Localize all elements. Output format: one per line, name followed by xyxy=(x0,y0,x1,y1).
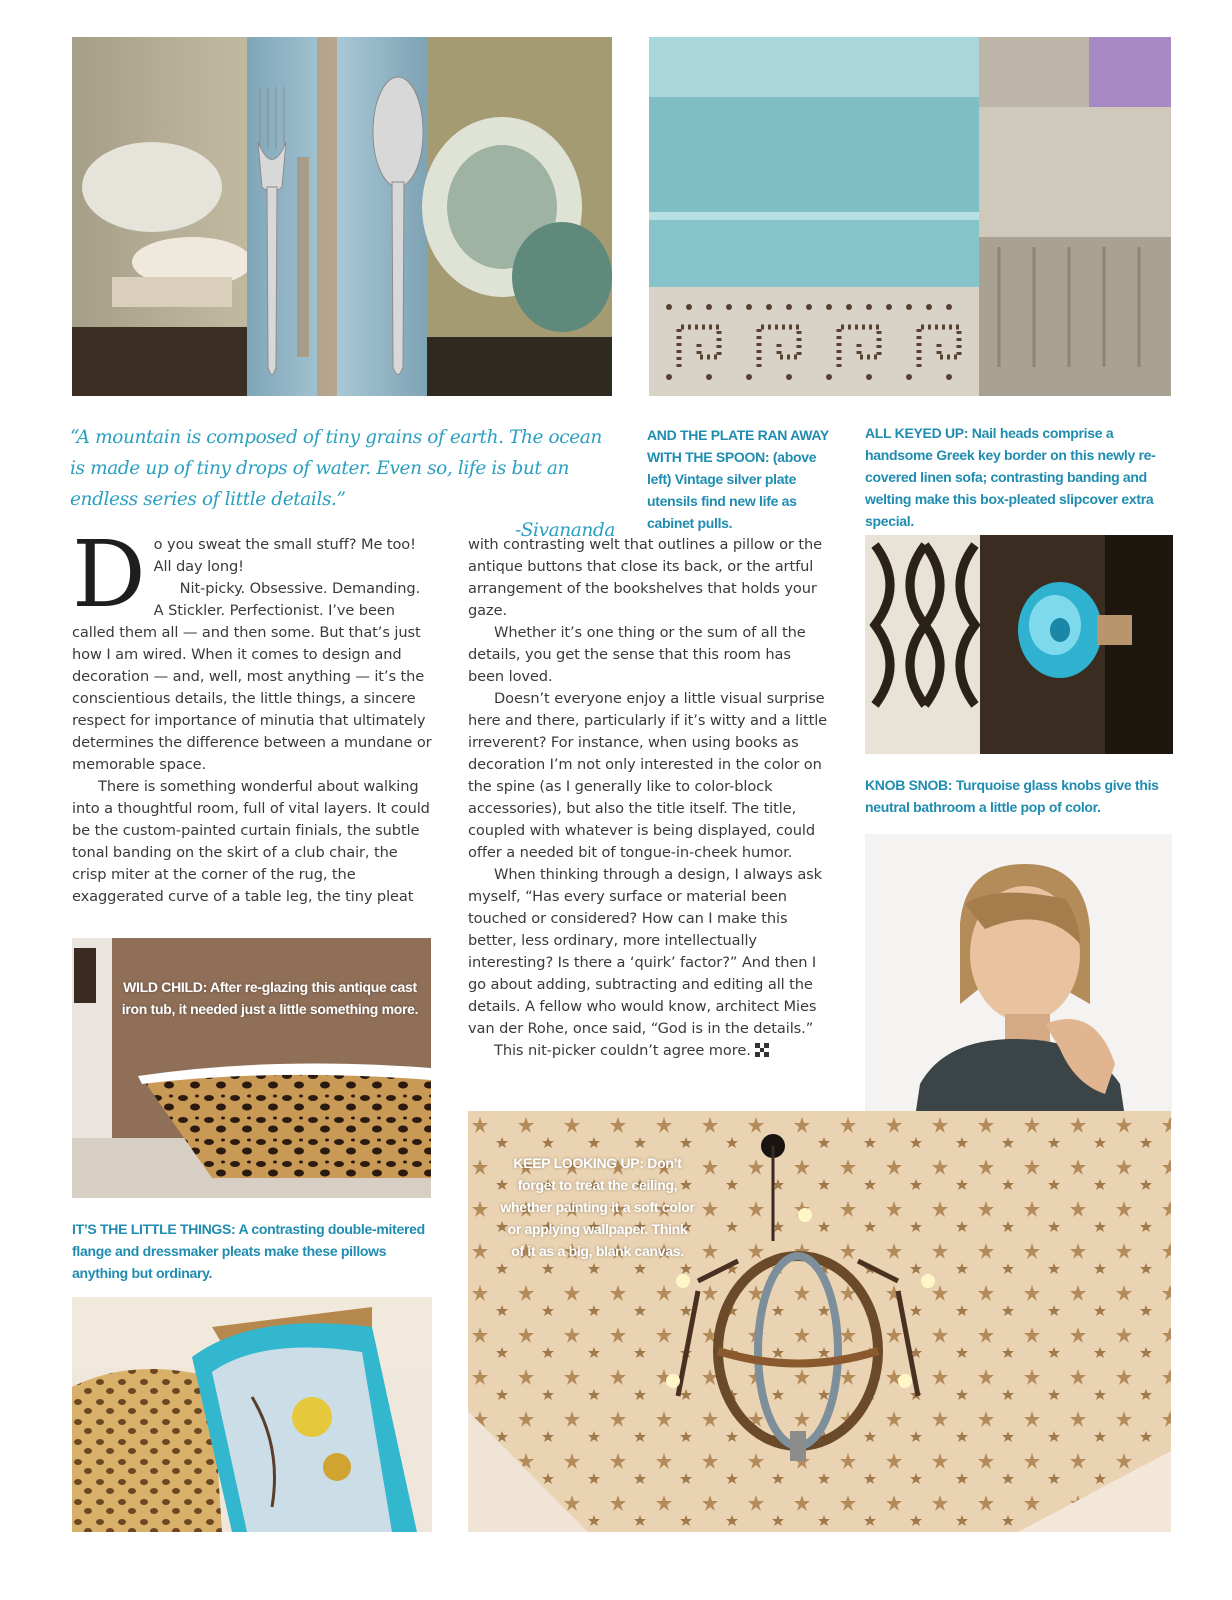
photo-turquoise-knob xyxy=(865,535,1173,754)
caption-keyed-text: Nail heads comprise a handsome Greek key border on this newly re-covered linen sofa; contrasting banding and welting make this box-pleated slipcover extra special. xyxy=(865,425,1156,529)
pull-quote xyxy=(70,422,615,546)
article-paragraph: Whether it’s one thing or the sum of all the details, you get the sense that this room has been loved. xyxy=(468,624,806,685)
end-mark-icon xyxy=(755,1043,769,1057)
photo-pillows xyxy=(72,1297,432,1532)
pull-quote-text: “A mountain is composed of tiny grains of earth. The ocean is made up of tiny drops of water. Even so, life is but an endless series of little details.” xyxy=(70,427,602,510)
article-paragraph: o you sweat the small stuff? Me too! All day long! xyxy=(153,536,416,575)
caption-spoon-lead: AND THE PLATE RAN AWAY WITH THE SPOON: xyxy=(647,427,829,465)
caption-wild-child xyxy=(120,976,420,1020)
caption-little-text: A contrasting double-mitered flange and dressmaker pleats make these pillows anything but ordinary. xyxy=(72,1221,425,1281)
caption-wild-lead: WILD CHILD: xyxy=(123,979,207,995)
caption-knob-lead: KNOB SNOB: xyxy=(865,777,953,793)
caption-little-things xyxy=(72,1218,434,1284)
caption-spoon xyxy=(647,424,837,534)
caption-keep-looking-up xyxy=(500,1152,695,1262)
caption-spoon-text: (above left) Vintage silver plate utensils find new life as cabinet pulls. xyxy=(647,449,817,531)
photo-silverware-cabinet xyxy=(72,37,612,396)
drop-cap: D xyxy=(72,521,146,628)
photo-greek-key-sofa xyxy=(649,37,1171,396)
article-closing-text: This nit-picker couldn’t agree more. xyxy=(494,1042,751,1059)
article-column-1 xyxy=(72,521,434,908)
article-paragraph: There is something wonderful about walking into a thoughtful room, full of vital layers. It could be the custom-painted curtain finials, the subtle tonal banding on the skirt of a club chair, the crisp miter at the corner of the rug, the exaggerated curve of a table leg, the tiny pleat xyxy=(72,778,430,905)
caption-wild-text: After re-glazing this antique cast iron tub, it needed just a little something more. xyxy=(121,979,419,1017)
article-column-2 xyxy=(468,534,830,1062)
caption-knob-text: Turquoise glass knobs give this neutral bathroom a little pop of color. xyxy=(865,777,1159,815)
article-paragraph: Doesn’t everyone enjoy a little visual surprise here and there, particularly if it’s witty and a little irreverent? For instance, when using books as decoration I’m not only interested in the color on the spine (as I generally like to color-block accessories), but also the title itself. The title, coupled with whatever is being displayed, could offer a needed bit of tongue-in-cheek humor. xyxy=(468,690,828,861)
article-closing xyxy=(468,1040,830,1062)
article-paragraph: When thinking through a design, I always ask myself, “Has every surface or material been touched or considered? How can I make this better, less ordinary, more intellectually interesting? Is there a ‘quirk’ factor?” And then I go about adding, subtracting and editing all the details. A fellow who would know, architect Mies van der Rohe, once said, “God is in the details.” xyxy=(468,866,823,1037)
caption-ceiling-lead: KEEP LOOKING UP: xyxy=(513,1155,644,1171)
pull-quote-attribution: -Sivananda xyxy=(514,520,615,541)
caption-knob xyxy=(865,774,1175,818)
caption-keyed-lead: ALL KEYED UP: xyxy=(865,425,969,441)
caption-little-lead: IT’S THE LITTLE THINGS: xyxy=(72,1221,236,1237)
caption-keyed xyxy=(865,422,1170,532)
caption-ceiling-text: Don’t forget to treat the ceiling, whether painting it a soft color or applying wallpaper. Think of it as a big, blank canvas. xyxy=(500,1155,695,1259)
article-paragraph: with contrasting welt that outlines a pillow or the antique buttons that close its back, or the artful arrangement of the bookshelves that holds your gaze. xyxy=(468,536,823,619)
article-paragraph: Nit-picky. Obsessive. Demanding. A Stickler. Perfectionist. I’ve been called them all — and then some. But that’s just how I am wired. When it comes to design and decoration — and, well, most anything — it’s the conscientious details, the little things, a sincere respect for importance of minutia that ultimately determines the difference between a mundane or memorable space. xyxy=(72,580,432,773)
